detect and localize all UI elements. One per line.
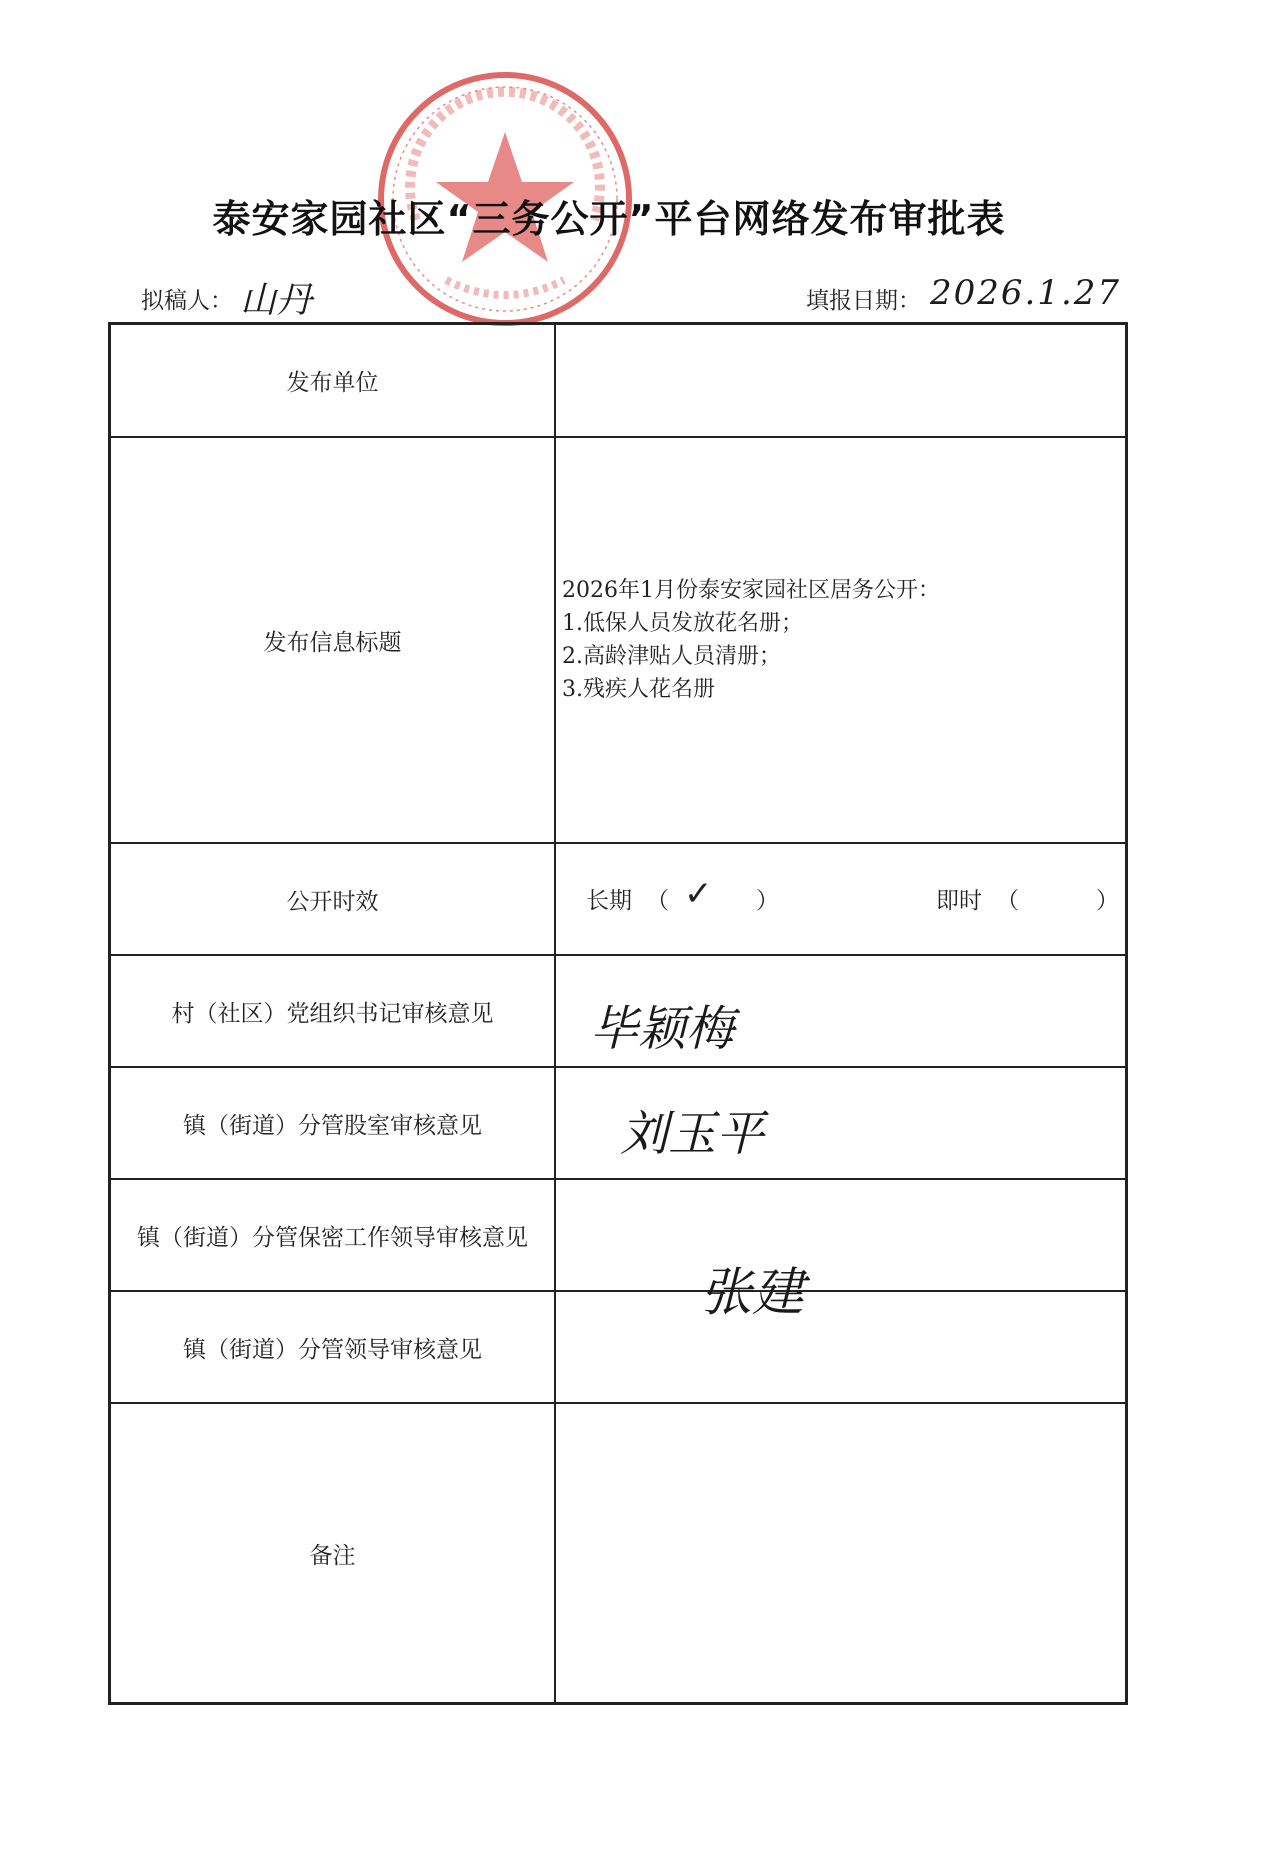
disclosure-period-value bbox=[555, 843, 1127, 955]
instant-label: 即时 bbox=[936, 888, 982, 914]
info-title-line: 3.残疾人花名册 bbox=[562, 677, 715, 702]
long-term-label: 长期 bbox=[586, 888, 632, 914]
disclosure-period-label: 公开时效 bbox=[110, 843, 556, 955]
signature-confidentiality-leader: 张建 bbox=[700, 1263, 805, 1323]
table-row bbox=[110, 1179, 1127, 1291]
publishing-unit-value bbox=[555, 324, 1127, 438]
info-title-label: 发布信息标题 bbox=[110, 437, 556, 843]
party-secretary-review-label: 村（社区）党组织书记审核意见 bbox=[110, 955, 556, 1067]
division-review-label: 镇（街道）分管股室审核意见 bbox=[110, 1067, 556, 1179]
drafter-label: 拟稿人： bbox=[141, 288, 233, 314]
confidentiality-leader-review-label: 镇（街道）分管保密工作领导审核意见 bbox=[110, 1179, 556, 1291]
table-row bbox=[110, 324, 1127, 438]
paren-open: （ bbox=[646, 888, 669, 914]
info-title-line: 2.高龄津贴人员清册； bbox=[562, 644, 781, 669]
info-title-line: 1.低保人员发放花名册； bbox=[562, 611, 803, 636]
paren-close: ） bbox=[756, 888, 779, 914]
publishing-unit-label: 发布单位 bbox=[110, 324, 556, 438]
info-title-line: 2026年1月份泰安家园社区居务公开： bbox=[562, 578, 940, 603]
paren-open: （ bbox=[996, 888, 1019, 914]
paren-close: ） bbox=[1096, 888, 1119, 914]
leader-review-value bbox=[555, 1291, 1127, 1403]
signature-party-secretary: 毕颖梅 bbox=[590, 1001, 735, 1057]
check-mark-icon: ✓ bbox=[684, 874, 713, 914]
remarks-value bbox=[555, 1403, 1127, 1704]
table-row bbox=[110, 437, 1127, 843]
table-row bbox=[110, 843, 1127, 955]
remarks-label: 备注 bbox=[110, 1403, 556, 1704]
form-title: 泰安家园社区“三务公开”平台网络发布审批表 bbox=[212, 197, 1006, 241]
date-handwritten-value: 2026.1.27 bbox=[930, 273, 1122, 313]
table-row bbox=[110, 1291, 1127, 1403]
leader-review-label: 镇（街道）分管领导审核意见 bbox=[110, 1291, 556, 1403]
signature-division: 刘玉平 bbox=[620, 1106, 765, 1162]
drafter-signature: 山丹 bbox=[240, 280, 313, 321]
info-title-value bbox=[555, 437, 1127, 843]
table-row bbox=[110, 1067, 1127, 1179]
table-row bbox=[110, 1403, 1127, 1704]
confidentiality-leader-review-value bbox=[555, 1179, 1127, 1291]
date-label: 填报日期： bbox=[806, 288, 921, 314]
